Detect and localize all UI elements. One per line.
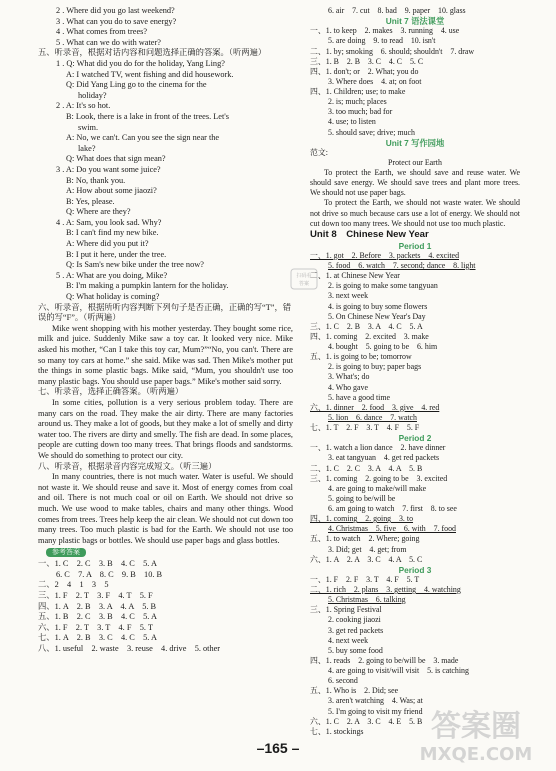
stamp-line-2: 答案 (298, 281, 310, 287)
text-line: B: Look, there is a lake in front of the trees. Let's (66, 111, 230, 121)
text-line: 二、1. by; smoking 6. should; shouldn't 7. draw (310, 46, 475, 56)
text-line: 4. next week (328, 635, 369, 645)
text-line: 2 . A: It's so hot. (56, 101, 111, 111)
text-line: 一、1. got 2. Before 3. packets 4. excited (310, 250, 460, 260)
text-line: 2 . Where did you go last weekend? (56, 6, 175, 15)
text-line: A: I watched TV, went fishing and did housework. (66, 69, 234, 79)
text-line: 六、1. F 2. T 3. T 4. F 5. T (38, 622, 153, 632)
text-line: 七、1. A 2. B 3. C 4. C 5. A (38, 633, 157, 643)
text-line: 六、1. C 2. A 3. C 4. E 5. B (310, 716, 423, 726)
text-line: 5. buy some food (328, 645, 383, 655)
section-heading: Unit 7 写作园地 (385, 137, 445, 148)
text-line: 3. too much; bad for (328, 107, 393, 117)
text-line: 五、1. is going to be; tomorrow (310, 352, 412, 362)
text-line: 三、1. B 2. B 3. C 4. C 5. C (310, 56, 424, 66)
text-line: 八、听录音，根据录音内容完成短文。（听三遍） (38, 461, 217, 471)
text-line: 6. air 7. cut 8. bad 9. paper 10. glass (328, 6, 466, 15)
text-line: 5. Christmas 6. talking (328, 595, 406, 605)
text-line: 八、1. useful 2. waste 3. reuse 4. drive 5. other (38, 644, 221, 654)
text-line: 5 . A: What are you doing, Mike? (56, 270, 168, 280)
text-line: 一、1. watch a lion dance 2. have dinner (310, 443, 446, 453)
text-line: In many countries, there is not much water. Water is useful. We should not waste it. We should reuse and save it. Most of energy comes from coal and oil. There is not much coal or oil on Earth. We should not drive so much. We use wood to make tables, chairs and many other things. Wood comes from trees. Trees help keep the air clean. We should not cut down too many trees. Too much plastic is bad for the Earth. We should not use too many plastic bags or bottles. We should use paper bags and glass bottles. (38, 472, 293, 545)
text-line: 3. Did; get 4. get; from (328, 544, 407, 554)
text-line: 四、1. don't; or 2. What; you do (310, 66, 419, 76)
section-heading: Period 3 (398, 564, 432, 575)
text-line: A: Where did you put it? (66, 239, 149, 249)
text-line: Q: Did Yang Ling go to the cinema for the (66, 80, 207, 90)
text-line: B: I put it here, under the tree. (66, 249, 167, 259)
text-line: lake? (78, 143, 96, 153)
text-line: 2. is going to buy; paper bags (328, 362, 422, 372)
text-line: Protect our Earth (388, 157, 442, 167)
text-line: 五、1. Who is 2. Did; see (310, 686, 399, 696)
text-line: To protect the Earth, we should not waste water. We should not drive so much because cars use a lot of energy. We should not cut down too many trees. We should not use too much plastic. (310, 198, 520, 228)
text-line: A: No, we can't. Can you see the sign near the (66, 133, 220, 143)
text-line: 3. next week (328, 291, 369, 301)
text-line: To protect the Earth, we should save and reuse water. We should save energy. We should save trees and plant more trees. We should not use paper bags. (310, 168, 520, 198)
watermark-text: 答案圈 (431, 709, 521, 744)
text-line: 3 . A: Do you want some juice? (56, 164, 161, 174)
text-line: 三、1. F 2. T 3. F 4. T 5. F (38, 591, 153, 601)
text-line: 三、1. C 2. B 3. A 4. C 5. A (310, 321, 423, 331)
text-line: 4. bought 5. going to be 6. him (328, 342, 438, 351)
text-line: 3. aren't watching 4. Was; at (328, 696, 423, 706)
text-line: 二、1. rich 2. plans 3. getting 4. watching (310, 585, 461, 594)
text-line: 一、1. to keep 2. makes 3. running 4. use (310, 26, 460, 36)
answer-key-header (38, 546, 293, 559)
text-line: In some cities, pollution is a very serious problem today. There are many cars on the road. They make the air dirty. There are many factories around us. They make a lot of goods, but they make a lot of smelly and dirty water too. The rivers are dirty and smelly. The fish are dead. In some places, people are cutting down too many trees. That brings floods and sandstorms. We should do something to protect our city. (38, 397, 293, 460)
text-line: 五、1. to watch 2. Where; going (310, 534, 420, 544)
watermark-url: MXQE.COM (419, 744, 533, 765)
text-line: Q: What does that sign mean? (66, 154, 166, 164)
text-line: 二、2 4 1 3 5 (38, 580, 109, 590)
text-line: 五、听录音，根据对话内容和问题选择正确的答案。（听两遍） (38, 48, 267, 58)
text-line: 3. get red packets (328, 625, 384, 635)
text-line: 1 . Q: What did you do for the holiday, Yang Ling? (56, 58, 225, 68)
text-line: Q: Is Sam's new bike under the tree now? (66, 260, 204, 270)
text-line: Q: What holiday is coming? (66, 292, 160, 302)
text-line: 4. use; to listen (328, 117, 376, 127)
text-line: 4 . What comes from trees? (56, 27, 148, 37)
text-line: 2. is going to make some tangyuan (328, 281, 438, 291)
text-line: 五、1. B 2. C 3. B 4. C 5. A (38, 612, 157, 622)
text-line: holiday? (78, 90, 107, 100)
text-line: 4. are going to visit/will visit 5. is catching (328, 666, 469, 675)
text-line: 二、1. C 2. C 3. A 4. A 5. B (310, 463, 423, 473)
text-line: 5. should save; drive; much (328, 127, 416, 137)
text-line: 一、1. F 2. F 3. T 4. F 5. T (310, 574, 420, 584)
text-line: 4. is going to buy some flowers (328, 301, 428, 311)
text-line: 三、1. coming 2. going to be 3. excited (310, 473, 448, 483)
text-line: 七、1. stockings (310, 726, 364, 736)
text-line: 6. C 7. A 8. C 9. B 10. B (56, 569, 163, 579)
stamp-line-1: 扫码看 (296, 273, 312, 279)
section-heading: Period 2 (398, 433, 432, 444)
watermark-logo (412, 702, 542, 766)
text-line: 七、听录音，选择正确答案。（听两遍） (38, 387, 184, 397)
text-line: 七、1. T 2. F 3. T 4. F 5. F (310, 423, 420, 432)
left-column (38, 6, 293, 655)
text-line: 四、1. A 2. B 3. A 4. A 5. B (38, 601, 157, 611)
text-line: B: I'm making a pumpkin lantern for the holiday. (66, 281, 229, 291)
text-line: B: I can't find my new bike. (66, 228, 159, 238)
text-line: A: How about some jiaozi? (66, 186, 157, 196)
text-line: 5. I'm going to visit my friend (328, 706, 423, 716)
section-heading: Unit 8 Chinese New Year (310, 228, 429, 240)
text-line: 6. second (328, 676, 358, 686)
text-line: 4. are going to make/will make (328, 483, 427, 493)
text-line: 六、1. A 2. A 3. C 4. A 5. C (310, 554, 423, 564)
text-line: 2. cooking jiaozi (328, 615, 381, 625)
section-heading: Period 1 (398, 240, 432, 251)
text-line: 3. What's; do (328, 372, 370, 382)
text-line: 5. lion 6. dance 7. watch (328, 412, 417, 422)
text-line: 2. is; much; places (328, 97, 387, 107)
text-line: swim. (78, 122, 99, 132)
qr-stamp-icon (290, 268, 318, 290)
text-line: 二、1. at Chinese New Year (310, 271, 400, 281)
text-line: 5 . What can we do with water? (56, 37, 161, 47)
right-column (310, 6, 520, 737)
text-line: 四、1. Children; use; to make (310, 87, 406, 96)
text-line: 四、1. coming 2. going 3. to (310, 514, 414, 524)
text-line: 四、1. reads 2. going to be/will be 3. made (310, 655, 459, 665)
text-line: 四、1. coming 2. excited 3. make (310, 331, 429, 341)
text-line: 三、1. Spring Festival (310, 605, 382, 615)
page-number: –165 – (256, 740, 300, 756)
text-line: 六、1. dinner 2. food 3. give 4. red (310, 402, 440, 412)
text-line: 4. Christmas 5. five 6. with 7. food (328, 524, 456, 534)
section-heading: Unit 7 语法课堂 (385, 16, 445, 27)
text-line: 5. On Chinese New Year's Day (328, 311, 426, 321)
text-line: B: Yes, please. (66, 196, 115, 206)
text-line: 范文: (310, 147, 328, 157)
answer-key-badge: 参考答案 (46, 548, 86, 557)
text-line: 5. food 6. watch 7. second; dance 8. light (328, 261, 476, 270)
text-line: 六、听录音，根据所听内容判断下列句子是否正确，正确的写“T”，错误的写“F”。（听两遍） (38, 302, 292, 323)
text-line: 5. are doing 9. to read 10. isn't (328, 36, 436, 46)
text-line: B: No, thank you. (66, 175, 126, 185)
text-line: 3 . What can you do to save energy? (56, 16, 177, 26)
text-line: 5. going to be/will be (328, 493, 396, 503)
text-line: 5. have a good time (328, 392, 391, 402)
text-line: 一、1. C 2. C 3. B 4. C 5. A (38, 559, 157, 569)
text-line: 4. Who gave (328, 382, 368, 392)
text-line: Mike went shopping with his mother yesterday. They bought some rice, milk and juice. Suddenly Mike saw a toy car. It looked very nice. Mike asked his mother, “Can I take this toy car, Mum?”“No, you can't. There are so many toy cars at home.” she said. Mike was sad. Then Mike's mother put the things in some plastic bags. Mike said, “Mum, you shouldn't use too many plastic bags. You should use paper bags.” Mike's mother said sorry. (38, 323, 293, 386)
text-line: 3. Where does 4. at; on foot (328, 76, 422, 86)
text-line: 3. eat tangyuan 4. get red packets (328, 453, 440, 463)
text-line: 4 . A: Sam, you look sad. Why? (56, 217, 162, 227)
text-line: Q: Where are they? (66, 207, 131, 217)
text-line: 6. am going to watch 7. first 8. to see (328, 504, 457, 513)
